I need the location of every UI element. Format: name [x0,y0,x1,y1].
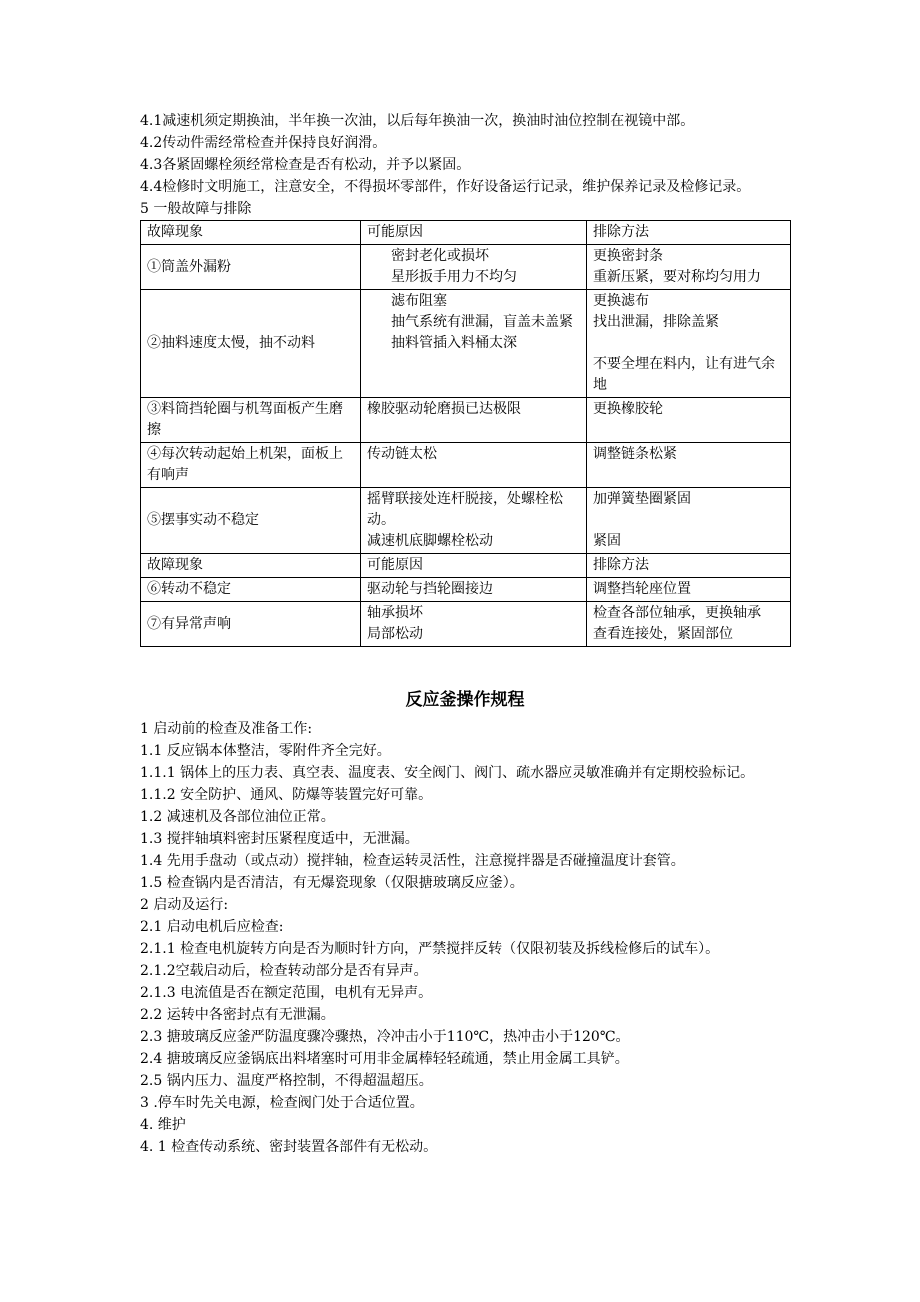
symptom-cell: ⑥转动不稳定 [141,578,361,602]
procedure-body [140,718,800,1158]
body-line: 4. 1 检查传动系统、密封装置各部件有无松动。 [140,1139,438,1155]
cause-cell [361,578,587,602]
cause-text: 滤布阻塞 [391,293,447,309]
body-line: 2.1 启动电机后应检查: [140,919,284,935]
cause-text: 密封老化或损坏 [391,248,489,264]
cause-cell [361,602,587,647]
cause-cell [361,398,587,443]
body-line: 2.1.3 电流值是否在额定范围，电机有无异声。 [140,985,433,1001]
fix-cell [587,488,791,554]
fix-cell [587,602,791,647]
body-line: 2 启动及运行: [140,897,229,913]
fix-cell [587,398,791,443]
table-row [141,443,791,488]
fix-text: 查看连接处，紧固部位 [593,626,733,642]
header-symptom: 故障现象 [141,554,361,578]
symptom-cell: ④每次转动起始上机架，面板上有响声 [141,443,361,488]
intro-line-5: 5 一般故障与排除 [140,201,252,217]
document-page [140,110,800,1158]
body-line: 1.1.1 锅体上的压力表、真空表、温度表、安全阀门、阀门、疏水器应灵敏准确并有定期校验标记。 [140,765,755,781]
table-row [141,488,791,554]
cause-text: 抽料管插入料桶太深 [391,335,517,351]
fix-text: 调整链条松紧 [593,446,677,462]
body-line: 2.3 搪玻璃反应釜严防温度骤冷骤热，冷冲击小于110℃，热冲击小于120℃。 [140,1029,630,1045]
body-line: 3 .停车时先关电源，检查阀门处于合适位置。 [140,1095,424,1111]
table-row [141,602,791,647]
intro-line-4-1: 4.1减速机须定期换油，半年换一次油，以后每年换油一次，换油时油位控制在视镜中部。 [140,113,695,129]
symptom-cell: ⑤摆事实动不稳定 [141,488,361,554]
header-symptom: 故障现象 [141,221,361,245]
header-cause: 可能原因 [361,221,587,245]
body-line: 2.1.1 检查电机旋转方向是否为顺时针方向，严禁搅拌反转（仅限初装及拆线检修后的试车）。 [140,941,720,957]
cause-cell [361,290,587,398]
fix-cell [587,578,791,602]
cause-text: 局部松动 [367,626,423,642]
cause-text: 轴承损坏 [367,605,423,621]
table-row [141,578,791,602]
table-row [141,398,791,443]
header-fix: 排除方法 [587,554,791,578]
body-line: 1 启动前的检查及准备工作: [140,721,313,737]
fix-text: 加弹簧垫圈紧固 [593,491,691,507]
intro-line-4-3: 4.3各紧固螺栓须经常检查是否有松动，并予以紧固。 [140,157,471,173]
symptom-cell: ②抽料速度太慢，抽不动料 [141,290,361,398]
cause-cell [361,245,587,290]
body-line: 2.2 运转中各密封点有无泄漏。 [140,1007,335,1023]
fix-text: 不要全埋在料内，让有进气余地 [593,356,775,393]
body-line: 1.1.2 安全防护、通风、防爆等装置完好可靠。 [140,787,433,803]
body-line: 1.2 减速机及各部位油位正常。 [140,809,335,825]
body-line: 1.4 先用手盘动（或点动）搅拌轴，检查运转灵活性，注意搅拌器是否碰撞温度计套管。 [140,853,685,869]
fault-table [140,220,791,647]
fix-cell [587,290,791,398]
body-line: 2.4 搪玻璃反应釜锅底出料堵塞时可用非金属棒轻轻疏通，禁止用金属工具铲。 [140,1051,629,1067]
body-line: 1.1 反应锅本体整洁，零附件齐全完好。 [140,743,391,759]
symptom-cell: ①筒盖外漏粉 [141,245,361,290]
cause-text: 传动链太松 [367,446,437,462]
header-fix: 排除方法 [587,221,791,245]
table-header-row-repeat [141,554,791,578]
table-header-row [141,221,791,245]
cause-cell [361,443,587,488]
fix-text: 检查各部位轴承，更换轴承 [593,605,761,621]
cause-text: 星形扳手用力不均匀 [391,269,517,285]
fix-text: 更换滤布 [593,293,649,309]
cause-text: 驱动轮与挡轮圈接边 [367,581,493,597]
symptom-cell: ⑦有异常声响 [141,602,361,647]
spacer [593,510,784,531]
body-line: 4. 维护 [140,1117,186,1133]
body-line: 1.5 检查锅内是否清洁，有无爆瓷现象（仅限搪玻璃反应釜）。 [140,875,524,891]
fix-text: 紧固 [593,533,621,549]
fix-text: 调整挡轮座位置 [593,581,691,597]
cause-text: 减速机底脚螺栓松动 [367,533,493,549]
body-line: 1.3 搅拌轴填料密封压紧程度适中，无泄漏。 [140,831,419,847]
section-title: 反应釜操作规程 [405,690,525,710]
header-cause: 可能原因 [361,554,587,578]
intro-line-4-4: 4.4检修时文明施工，注意安全，不得损坏零部件，作好设备运行记录，维护保养记录及检修记录。 [140,179,751,195]
fix-text: 找出泄漏，排除盖紧 [593,314,719,330]
fix-cell [587,443,791,488]
cause-cell [361,488,587,554]
fix-text: 更换密封条 [593,248,663,264]
table-row [141,245,791,290]
fix-text: 重新压紧，要对称均匀用力 [593,269,761,285]
cause-text: 摇臂联接处连杆脱接，处螺栓松动。 [367,491,563,528]
fix-cell [587,245,791,290]
cause-text: 橡胶驱动轮磨损已达极限 [367,401,521,417]
spacer [593,333,784,354]
intro-line-4-2: 4.2传动件需经常检查并保持良好润滑。 [140,135,387,151]
fix-text: 更换橡胶轮 [593,401,663,417]
body-line: 2.1.2空载启动后，检查转动部分是否有异声。 [140,963,428,979]
cause-text: 抽气系统有泄漏，盲盖未盖紧 [391,314,573,330]
body-line: 2.5 锅内压力、温度严格控制，不得超温超压。 [140,1073,433,1089]
table-row [141,290,791,398]
symptom-cell: ③料筒挡轮圈与机驾面板产生磨擦 [141,398,361,443]
